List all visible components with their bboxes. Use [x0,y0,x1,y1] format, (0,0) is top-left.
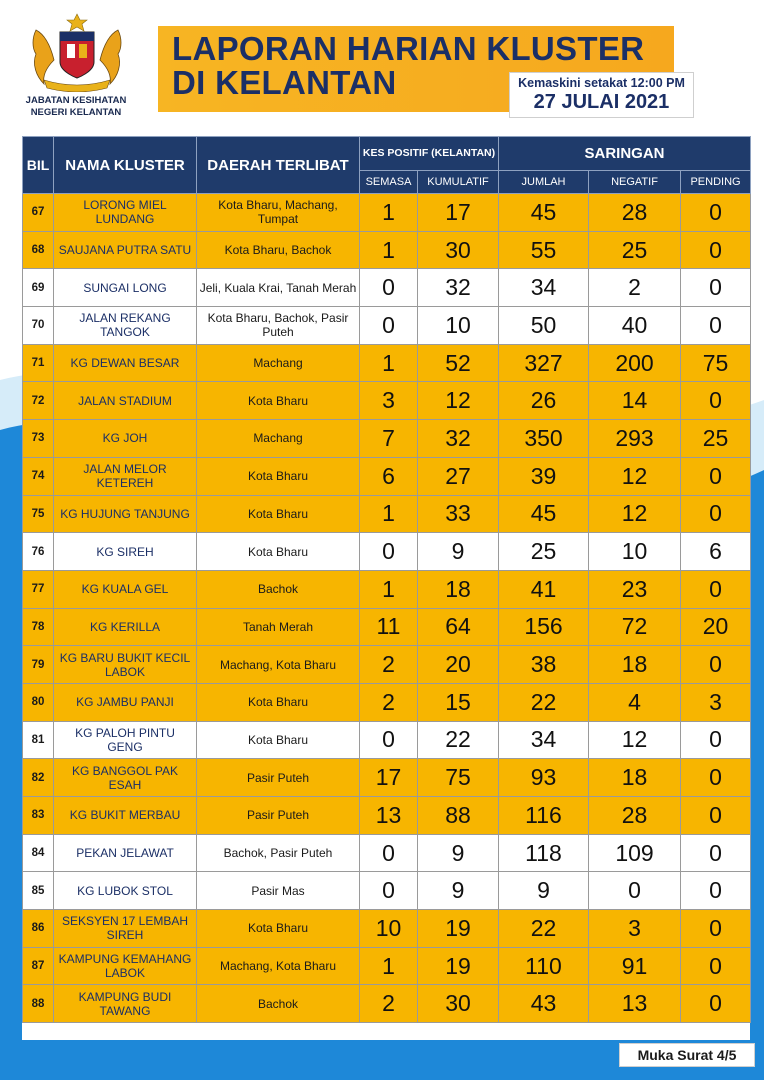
cell-bil: 68 [23,231,54,269]
cell-negatif: 2 [589,269,681,307]
cell-bil: 77 [23,570,54,608]
cell-kumulatif: 52 [418,344,499,382]
table-row [23,721,751,759]
cell-nama-kluster: KG JOH [54,420,197,458]
table-row [23,646,751,684]
cell-daerah: Bachok, Pasir Puteh [197,834,360,872]
cell-pending: 0 [681,646,751,684]
cell-semasa: 3 [360,382,418,420]
cell-bil: 72 [23,382,54,420]
coat-of-arms-logo [22,10,132,92]
cell-kumulatif: 33 [418,495,499,533]
cell-bil: 74 [23,457,54,495]
col-group-kes-positif: KES POSITIF (KELANTAN) [360,137,499,171]
cell-bil: 86 [23,910,54,948]
update-date: 27 JULAI 2021 [533,91,670,113]
department-name: JABATAN KESIHATAN NEGERI KELANTAN [25,95,127,118]
cell-daerah: Bachok [197,985,360,1023]
cell-pending: 0 [681,910,751,948]
cell-bil: 78 [23,608,54,646]
cell-semasa: 1 [360,344,418,382]
cell-kumulatif: 27 [418,457,499,495]
cell-daerah: Kota Bharu [197,683,360,721]
cell-kumulatif: 64 [418,608,499,646]
cell-negatif: 200 [589,344,681,382]
cell-pending: 0 [681,570,751,608]
cell-nama-kluster: KAMPUNG KEMAHANG LABOK [54,947,197,985]
cell-kumulatif: 30 [418,985,499,1023]
cell-daerah: Machang [197,420,360,458]
table-row [23,759,751,797]
cell-nama-kluster: KG BANGGOL PAK ESAH [54,759,197,797]
cell-negatif: 3 [589,910,681,948]
cell-pending: 0 [681,834,751,872]
cell-pending: 20 [681,608,751,646]
col-jumlah: JUMLAH [499,171,589,194]
cell-kumulatif: 19 [418,947,499,985]
table-row [23,231,751,269]
col-pending: PENDING [681,171,751,194]
cell-jumlah: 50 [499,307,589,345]
cell-semasa: 0 [360,721,418,759]
cell-kumulatif: 30 [418,231,499,269]
cell-nama-kluster: KG BARU BUKIT KECIL LABOK [54,646,197,684]
cell-kumulatif: 18 [418,570,499,608]
cell-negatif: 14 [589,382,681,420]
cell-pending: 0 [681,759,751,797]
cell-kumulatif: 10 [418,307,499,345]
cell-nama-kluster: KG JAMBU PANJI [54,683,197,721]
cell-negatif: 25 [589,231,681,269]
cell-jumlah: 9 [499,872,589,910]
cluster-table [22,136,751,1023]
cell-pending: 0 [681,947,751,985]
cell-nama-kluster: KG DEWAN BESAR [54,344,197,382]
cell-jumlah: 116 [499,797,589,835]
cluster-table-container [22,136,750,1040]
cell-nama-kluster: PEKAN JELAWAT [54,834,197,872]
report-header [0,0,764,135]
cell-negatif: 28 [589,797,681,835]
cell-nama-kluster: KG KERILLA [54,608,197,646]
cell-bil: 70 [23,307,54,345]
cell-semasa: 1 [360,231,418,269]
table-row [23,797,751,835]
table-row [23,495,751,533]
table-row [23,382,751,420]
cell-jumlah: 22 [499,910,589,948]
cell-nama-kluster: KG PALOH PINTU GENG [54,721,197,759]
cell-daerah: Machang, Kota Bharu [197,646,360,684]
cell-pending: 0 [681,194,751,232]
cell-negatif: 91 [589,947,681,985]
table-row [23,683,751,721]
cell-daerah: Pasir Puteh [197,797,360,835]
table-body [23,194,751,1023]
cell-semasa: 2 [360,683,418,721]
col-bil: BIL [23,137,54,194]
col-negatif: NEGATIF [589,171,681,194]
cell-daerah: Kota Bharu [197,457,360,495]
table-row [23,420,751,458]
cell-daerah: Kota Bharu [197,382,360,420]
cell-jumlah: 34 [499,269,589,307]
cell-nama-kluster: JALAN MELOR KETEREH [54,457,197,495]
cell-daerah: Machang, Kota Bharu [197,947,360,985]
cell-pending: 0 [681,872,751,910]
cell-pending: 0 [681,985,751,1023]
cell-semasa: 1 [360,947,418,985]
col-nama-kluster: NAMA KLUSTER [54,137,197,194]
cell-semasa: 0 [360,872,418,910]
cell-pending: 0 [681,721,751,759]
cell-pending: 0 [681,231,751,269]
cell-jumlah: 350 [499,420,589,458]
col-semasa: SEMASA [360,171,418,194]
cell-negatif: 12 [589,721,681,759]
cell-pending: 3 [681,683,751,721]
cell-semasa: 11 [360,608,418,646]
cell-daerah: Tanah Merah [197,608,360,646]
cell-jumlah: 327 [499,344,589,382]
cell-kumulatif: 9 [418,533,499,571]
cell-semasa: 2 [360,985,418,1023]
cell-pending: 25 [681,420,751,458]
cell-jumlah: 45 [499,194,589,232]
cell-semasa: 0 [360,533,418,571]
col-kumulatif: KUMULATIF [418,171,499,194]
update-box [509,72,694,118]
cell-nama-kluster: KAMPUNG BUDI TAWANG [54,985,197,1023]
cell-bil: 73 [23,420,54,458]
cell-semasa: 0 [360,307,418,345]
cell-jumlah: 25 [499,533,589,571]
cell-kumulatif: 15 [418,683,499,721]
cell-semasa: 10 [360,910,418,948]
cell-nama-kluster: KG LUBOK STOL [54,872,197,910]
cell-negatif: 13 [589,985,681,1023]
cell-nama-kluster: LORONG MIEL LUNDANG [54,194,197,232]
cell-kumulatif: 20 [418,646,499,684]
cell-nama-kluster: SUNGAI LONG [54,269,197,307]
cell-semasa: 0 [360,269,418,307]
title-line-1: LAPORAN HARIAN KLUSTER [172,30,645,67]
cell-semasa: 1 [360,194,418,232]
cell-bil: 67 [23,194,54,232]
cell-negatif: 109 [589,834,681,872]
cell-negatif: 0 [589,872,681,910]
cell-pending: 0 [681,457,751,495]
update-label: Kemaskini setakat 12:00 PM [518,76,685,90]
cell-kumulatif: 9 [418,834,499,872]
cell-daerah: Jeli, Kuala Krai, Tanah Merah [197,269,360,307]
cell-nama-kluster: KG BUKIT MERBAU [54,797,197,835]
cell-bil: 88 [23,985,54,1023]
cell-jumlah: 55 [499,231,589,269]
cell-negatif: 10 [589,533,681,571]
cell-daerah: Machang [197,344,360,382]
cell-jumlah: 38 [499,646,589,684]
cell-bil: 69 [23,269,54,307]
cell-jumlah: 118 [499,834,589,872]
table-row [23,307,751,345]
col-daerah-terlibat: DAERAH TERLIBAT [197,137,360,194]
table-row [23,608,751,646]
cell-daerah: Pasir Puteh [197,759,360,797]
cell-kumulatif: 32 [418,269,499,307]
table-header [23,137,751,194]
cell-pending: 0 [681,307,751,345]
table-row [23,533,751,571]
table-row [23,457,751,495]
cell-kumulatif: 19 [418,910,499,948]
cell-pending: 75 [681,344,751,382]
title-line-2: DI KELANTAN [172,64,397,101]
cell-semasa: 7 [360,420,418,458]
cell-nama-kluster: SEKSYEN 17 LEMBAH SIREH [54,910,197,948]
cell-bil: 75 [23,495,54,533]
cell-kumulatif: 12 [418,382,499,420]
cell-bil: 83 [23,797,54,835]
cell-jumlah: 45 [499,495,589,533]
table-row [23,910,751,948]
cell-semasa: 2 [360,646,418,684]
cell-negatif: 23 [589,570,681,608]
cell-kumulatif: 22 [418,721,499,759]
cell-semasa: 1 [360,495,418,533]
table-row [23,269,751,307]
page-number: Muka Surat 4/5 [619,1043,755,1067]
cell-bil: 71 [23,344,54,382]
cell-bil: 82 [23,759,54,797]
cell-nama-kluster: KG SIREH [54,533,197,571]
cell-daerah: Kota Bharu [197,721,360,759]
cell-semasa: 17 [360,759,418,797]
cell-semasa: 0 [360,834,418,872]
cell-nama-kluster: JALAN STADIUM [54,382,197,420]
cell-jumlah: 26 [499,382,589,420]
cell-jumlah: 41 [499,570,589,608]
cell-kumulatif: 88 [418,797,499,835]
cell-bil: 79 [23,646,54,684]
cell-jumlah: 39 [499,457,589,495]
cell-negatif: 18 [589,759,681,797]
cell-jumlah: 110 [499,947,589,985]
cell-daerah: Kota Bharu, Machang, Tumpat [197,194,360,232]
cell-bil: 76 [23,533,54,571]
table-row [23,834,751,872]
cell-bil: 80 [23,683,54,721]
cell-daerah: Bachok [197,570,360,608]
cell-daerah: Kota Bharu [197,495,360,533]
cell-daerah: Pasir Mas [197,872,360,910]
col-group-saringan: SARINGAN [499,137,751,171]
cell-bil: 84 [23,834,54,872]
table-row [23,194,751,232]
cell-negatif: 12 [589,495,681,533]
table-row [23,344,751,382]
cell-daerah: Kota Bharu [197,910,360,948]
cell-daerah: Kota Bharu [197,533,360,571]
cell-jumlah: 93 [499,759,589,797]
cell-pending: 0 [681,269,751,307]
cell-jumlah: 43 [499,985,589,1023]
cell-semasa: 6 [360,457,418,495]
cell-jumlah: 34 [499,721,589,759]
cell-negatif: 293 [589,420,681,458]
cell-negatif: 4 [589,683,681,721]
cell-negatif: 72 [589,608,681,646]
cell-bil: 81 [23,721,54,759]
cell-negatif: 12 [589,457,681,495]
cell-negatif: 40 [589,307,681,345]
cell-negatif: 18 [589,646,681,684]
cell-pending: 0 [681,797,751,835]
cell-kumulatif: 32 [418,420,499,458]
cell-jumlah: 156 [499,608,589,646]
cell-negatif: 28 [589,194,681,232]
cell-pending: 0 [681,382,751,420]
cell-semasa: 1 [360,570,418,608]
cell-nama-kluster: KG HUJUNG TANJUNG [54,495,197,533]
cell-semasa: 13 [360,797,418,835]
cell-bil: 85 [23,872,54,910]
table-row [23,570,751,608]
table-row [23,985,751,1023]
table-row [23,947,751,985]
cell-daerah: Kota Bharu, Bachok [197,231,360,269]
cell-nama-kluster: KG KUALA GEL [54,570,197,608]
cell-kumulatif: 75 [418,759,499,797]
cell-pending: 6 [681,533,751,571]
cell-kumulatif: 17 [418,194,499,232]
cell-pending: 0 [681,495,751,533]
cell-nama-kluster: SAUJANA PUTRA SATU [54,231,197,269]
cell-jumlah: 22 [499,683,589,721]
cell-kumulatif: 9 [418,872,499,910]
table-row [23,872,751,910]
cell-nama-kluster: JALAN REKANG TANGOK [54,307,197,345]
cell-bil: 87 [23,947,54,985]
cell-daerah: Kota Bharu, Bachok, Pasir Puteh [197,307,360,345]
